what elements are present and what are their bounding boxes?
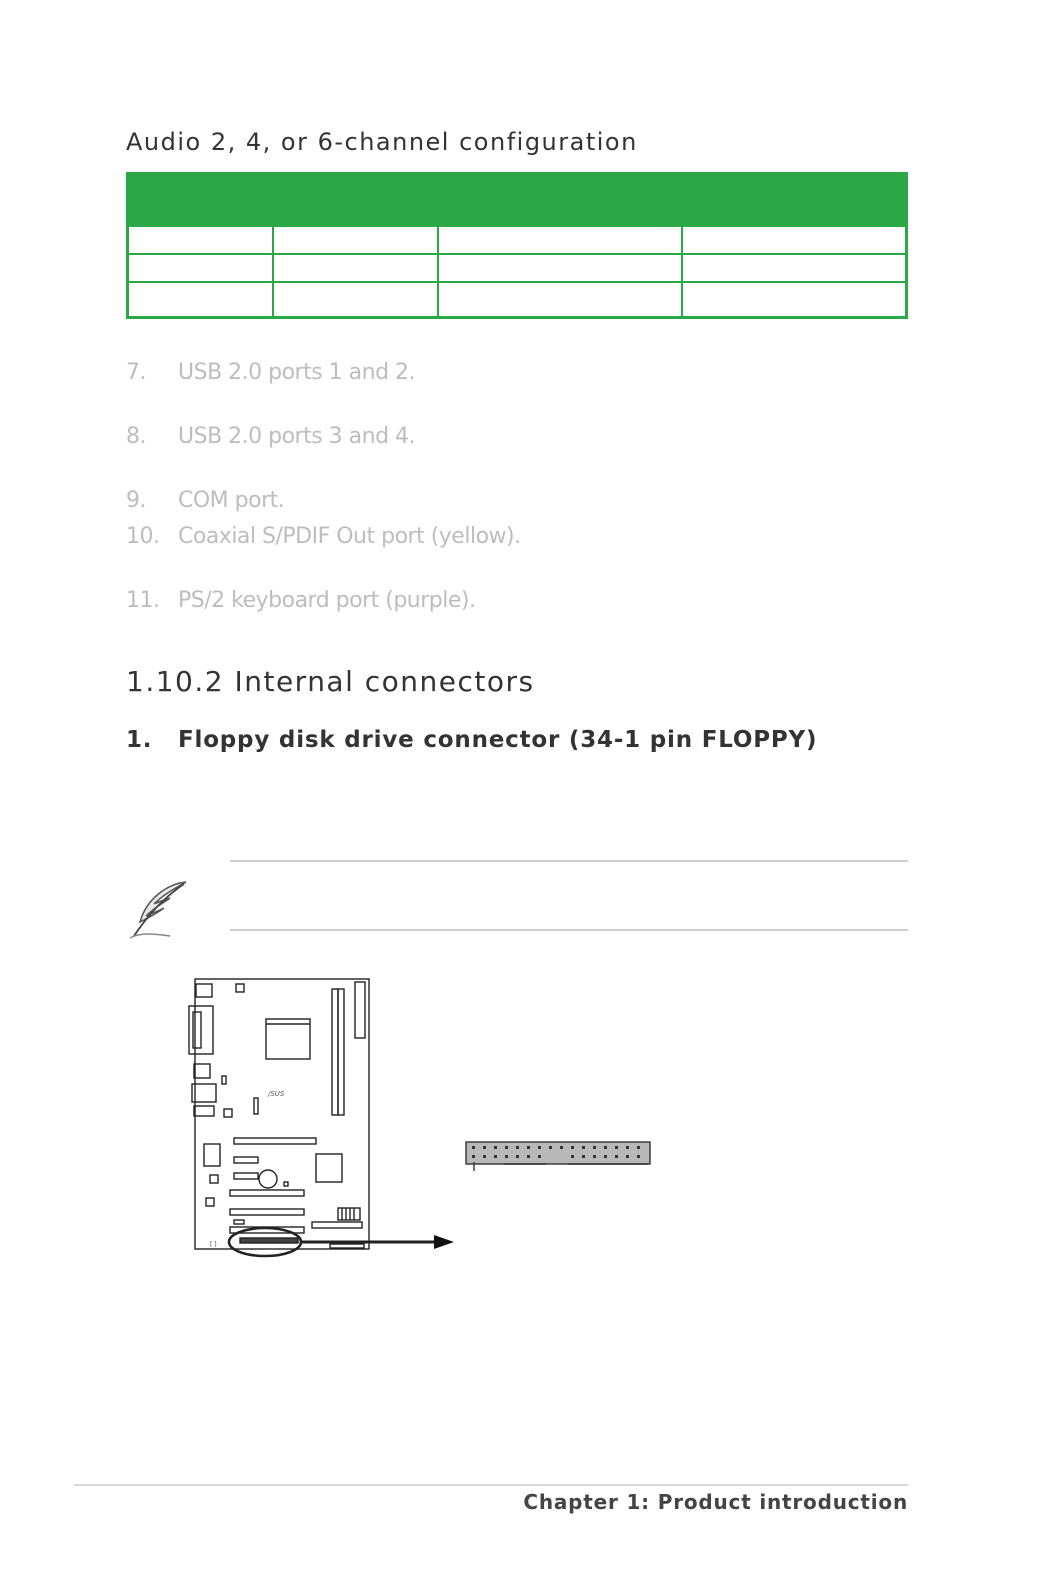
motherboard-layout-diagram (180, 972, 470, 1264)
svg-text:[ ]: [ ] (210, 1241, 217, 1248)
audio-section-title: Audio 2, 4, or 6-channel configuration (126, 128, 638, 156)
list-item (126, 488, 284, 513)
table-row (129, 255, 905, 283)
audio-config-table (126, 172, 908, 319)
list-item-text: USB 2.0 ports 3 and 4. (178, 424, 416, 449)
floppy-connector-pin-diagram (464, 1140, 654, 1174)
list-item-number: 9. (126, 488, 146, 513)
list-item (126, 588, 475, 613)
note-top-rule (230, 860, 908, 862)
item-number: 1. (126, 727, 153, 753)
list-item-number: 11. (126, 588, 160, 613)
list-item-text: COM port. (178, 488, 285, 513)
footer-rule (74, 1484, 908, 1486)
table-header-row (129, 175, 905, 227)
list-item (126, 360, 415, 385)
list-item-text: USB 2.0 ports 1 and 2. (178, 360, 416, 385)
table-column-divider (437, 227, 439, 316)
table-column-divider (272, 227, 274, 316)
svg-text:/SUS: /SUS (268, 1090, 285, 1098)
footer-chapter-title: Chapter 1: Product introduction (523, 1490, 908, 1514)
table-row (129, 227, 905, 255)
list-item (126, 524, 521, 549)
note-bottom-rule (230, 929, 908, 931)
list-item-number: 10. (126, 524, 160, 549)
table-column-divider (681, 227, 683, 316)
list-item-text: Coaxial S/PDIF Out port (yellow). (178, 524, 521, 549)
item-title: Floppy disk drive connector (34-1 pin FLOPPY) (178, 727, 818, 753)
list-item-number: 7. (126, 360, 146, 385)
list-item-text: PS/2 keyboard port (purple). (178, 588, 476, 613)
list-item-number: 8. (126, 424, 146, 449)
subsection-title: 1.10.2 Internal connectors (126, 665, 535, 698)
item-heading (126, 727, 817, 753)
list-item (126, 424, 415, 449)
feather-note-icon (126, 878, 192, 942)
